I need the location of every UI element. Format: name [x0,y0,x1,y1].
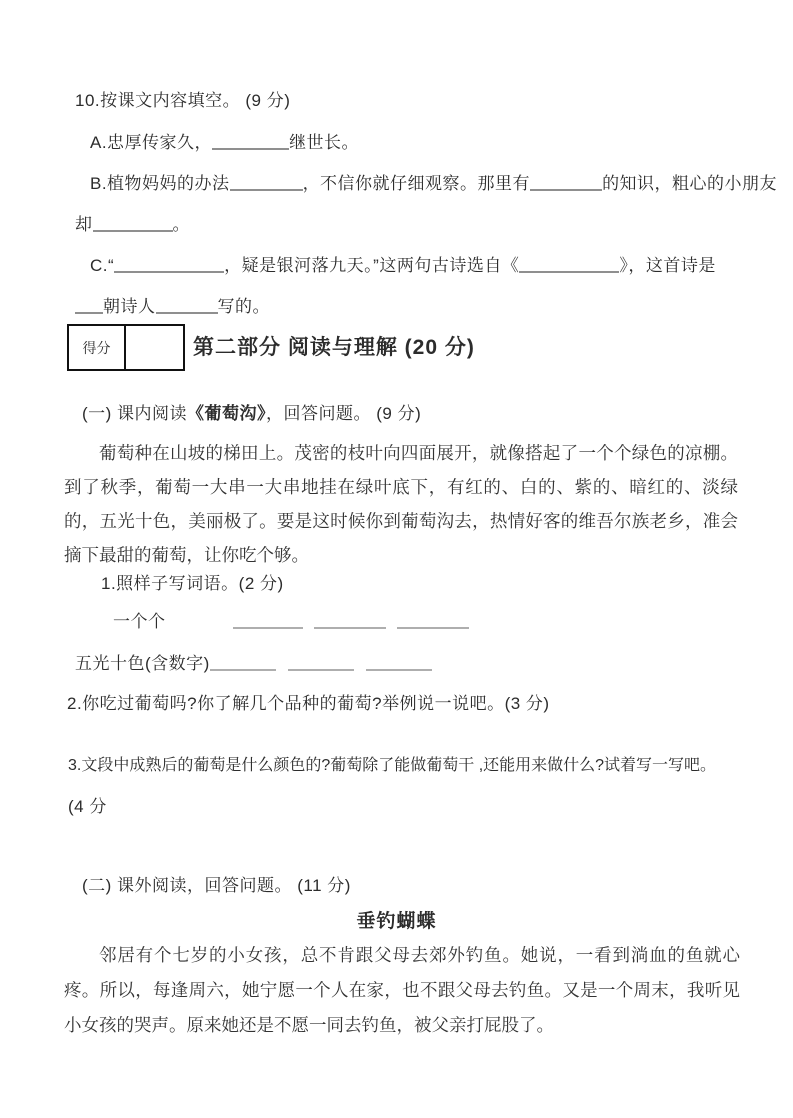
item-b2-text-post: 。 [172,215,190,234]
item-b-text-pre: B.植物妈妈的办法 [90,174,230,193]
blank-line [75,294,103,314]
blank-line [519,253,619,273]
blank-line [93,212,173,232]
item-c-text-pre: C.“ [90,256,115,275]
item-b2-text-pre: 却 [75,215,93,234]
blank-line [314,609,386,629]
question-10-item-b [90,169,777,194]
blank-line [288,651,354,671]
item-c2-text-mid: 朝诗人 [103,297,156,316]
section1-q3: 3.文段中成熟后的葡萄是什么颜色的?葡萄除了能做葡萄干 ,还能用来做什么?试着写一写吧。 [68,757,717,774]
question-10-item-c [90,251,716,276]
score-box-value-cell [126,326,183,369]
section2-reading-title: 垂钓蝴蝶 [356,911,437,932]
section1-heading-pre: (一) 课内阅读 [82,404,188,423]
question-10-item-b-continuation [75,210,190,235]
item-c2-text-post: 写的。 [217,297,270,316]
blank-line [530,171,602,191]
section1-q1-example2-row [75,649,432,674]
section1-heading [82,399,421,424]
question-10-item-c-continuation [75,292,270,317]
blank-line [212,130,289,150]
item-c-text-post: 》，这首诗是 [619,256,716,275]
section1-q1-label: 1.照样子写词语。(2 分) [101,574,284,593]
question-10-heading: 10.按课文内容填空。 (9 分) [75,91,291,110]
q1-example1-text: 一个个 [113,612,166,631]
blank-line [230,171,303,191]
reading-passage-putaogou: 葡萄种在山坡的梯田上。茂密的枝叶向四面展开，就像搭起了一个个绿色的凉棚。到了秋季，葡萄一大串一大串地挂在绿叶底下，有红的、白的、紫的、暗红的、淡绿的，五光十色，美丽极了。要是这时候你到葡萄沟去，热情好客的维吾尔族老乡，准会摘下最甜的葡萄，让你吃个够。 [64,443,738,565]
score-box-label: 得分 [69,326,126,369]
item-a-text-post: 继世长。 [289,133,360,152]
reading-passage-chuidiao-hudie: 邻居有个七岁的小女孩，总不肯跟父母去郊外钓鱼。她说，一看到淌血的鱼就心疼。所以，每逢周六，她宁愿一个人在家，也不跟父母去钓鱼。又是一个周末，我听见小女孩的哭声。原来她还是不愿一同去钓鱼，被父亲打屁股了。 [64,945,740,1035]
q1-example2-text: 五光十色(含数字) [75,654,210,673]
blank-line [210,651,276,671]
item-a-text-pre: A.忠厚传家久， [90,133,213,152]
section1-q3-points: (4 分 [68,797,107,816]
section1-heading-post: ，回答问题。 (9 分) [266,404,422,423]
item-b-text-mid: ，不信你就仔细观察。那里有 [302,174,531,193]
section1-q2: 2.你吃过葡萄吗?你了解几个品种的葡萄?举例说一说吧。(3 分) [67,694,550,713]
question-10-item-a [90,128,359,153]
blank-line [114,253,224,273]
blank-line [397,609,469,629]
score-box [67,324,185,371]
blank-line [366,651,432,671]
blank-line [233,609,303,629]
item-c-text-mid: ，疑是银河落九天。”这两句古诗选自《 [224,256,520,275]
blank-line [156,294,218,314]
part2-heading: 第二部分 阅读与理解 (20 分) [193,336,475,359]
section1-book-title: 《葡萄沟》 [187,404,267,423]
item-b-text-post: 的知识，粗心的小朋友 [602,174,778,193]
section2-heading: (二) 课外阅读，回答问题。 (11 分) [82,876,351,895]
section1-q1-example1-row [113,607,469,632]
